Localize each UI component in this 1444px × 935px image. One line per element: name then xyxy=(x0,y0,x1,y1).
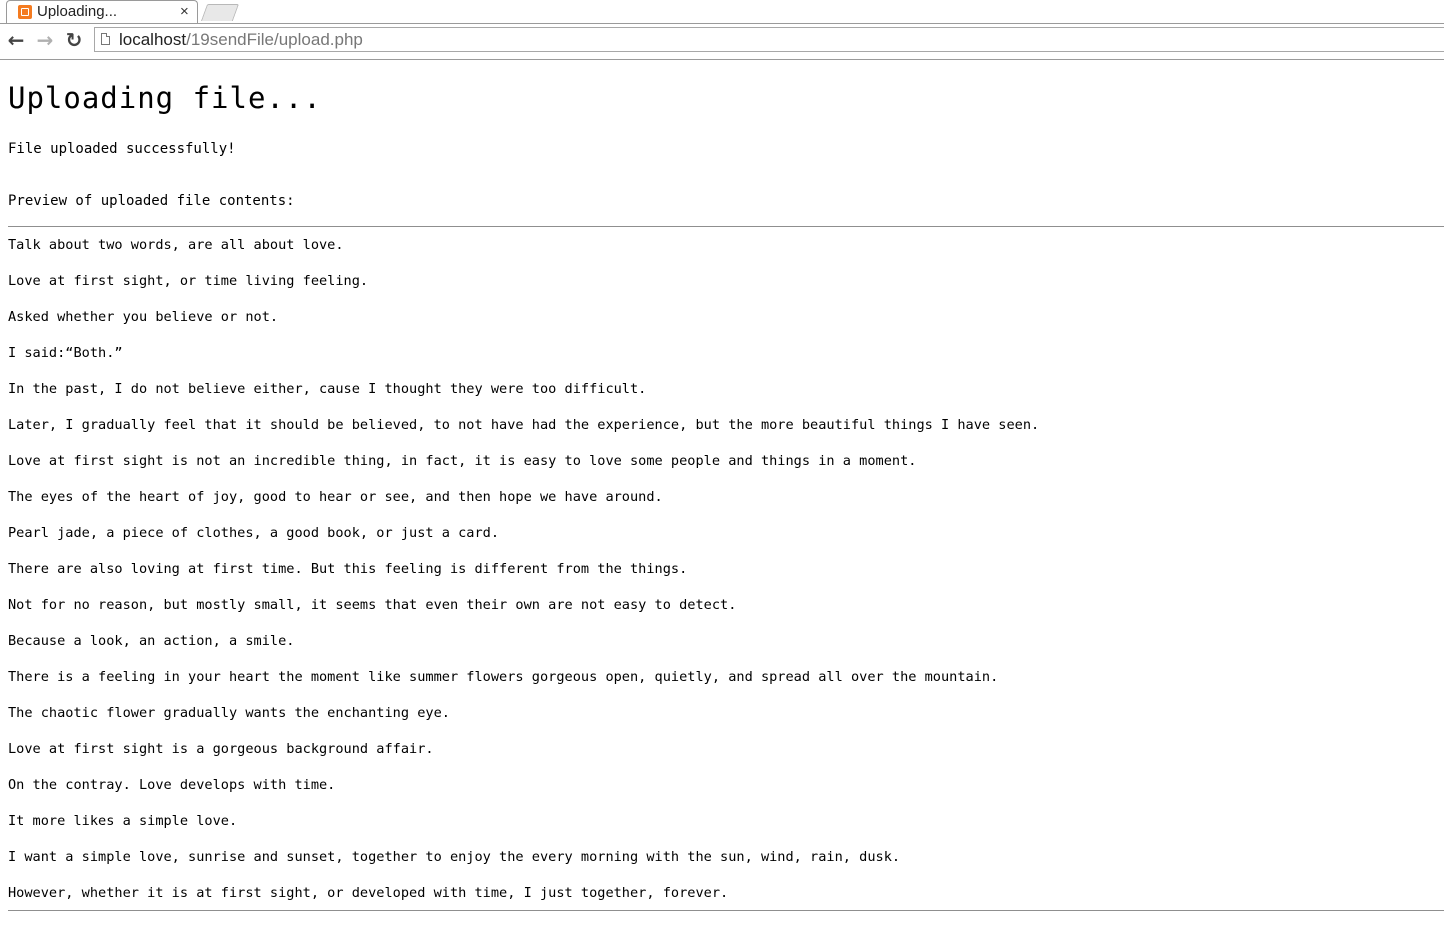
file-content-line: There are also loving at first time. But this feeling is different from the things. xyxy=(8,561,688,577)
file-content-line: However, whether it is at first sight, or developed with time, I just together, forever. xyxy=(8,885,729,901)
page-content xyxy=(0,59,1444,935)
file-content-line: The eyes of the heart of joy, good to hear or see, and then hope we have around. xyxy=(8,489,663,505)
address-bar[interactable] xyxy=(94,27,1444,52)
file-content-line: Love at first sight is not an incredible thing, in fact, it is easy to love some people and things in a moment. xyxy=(8,453,917,469)
top-divider xyxy=(8,226,1444,227)
bottom-divider xyxy=(8,910,1444,911)
file-content-line: Later, I gradually feel that it should be believed, to not have had the experience, but the more beautiful things I have seen. xyxy=(8,417,1040,433)
url-path: /19sendFile/upload.php xyxy=(186,30,363,49)
tab-strip xyxy=(0,0,1444,24)
file-content-line: Asked whether you believe or not. xyxy=(8,309,279,325)
file-content-line: On the contray. Love develops with time. xyxy=(8,777,336,793)
page-icon xyxy=(101,33,110,45)
file-content-line: The chaotic flower gradually wants the enchanting eye. xyxy=(8,705,450,721)
file-content-line: I want a simple love, sunrise and sunset, together to enjoy the every morning with the sun, wind, rain, dusk. xyxy=(8,849,901,865)
file-content-line: Talk about two words, are all about love. xyxy=(8,237,344,253)
file-content-line: It more likes a simple love. xyxy=(8,813,238,829)
file-content-line: Pearl jade, a piece of clothes, a good book, or just a card. xyxy=(8,525,500,541)
page-title: Uploading file... xyxy=(8,81,322,115)
back-arrow-icon[interactable]: ← xyxy=(7,28,25,52)
file-content-line: In the past, I do not believe either, cause I thought they were too difficult. xyxy=(8,381,647,397)
forward-arrow-icon[interactable]: → xyxy=(36,28,54,52)
url-text[interactable] xyxy=(119,30,363,50)
browser-toolbar xyxy=(0,23,1444,60)
file-contents-preview xyxy=(8,237,1039,921)
preview-label: Preview of uploaded file contents: xyxy=(8,193,295,209)
tab-uploading[interactable] xyxy=(6,0,198,24)
tab-close-icon[interactable]: × xyxy=(180,3,189,20)
upload-status-text: File uploaded successfully! xyxy=(8,141,236,157)
tab-title: Uploading... xyxy=(37,3,118,20)
file-content-line: Love at first sight, or time living feeling. xyxy=(8,273,369,289)
file-content-line: I said:“Both.” xyxy=(8,345,123,361)
file-content-line: There is a feeling in your heart the moment like summer flowers gorgeous open, quietly, and spread all over the mountain. xyxy=(8,669,999,685)
file-content-line: Because a look, an action, a smile. xyxy=(8,633,295,649)
reload-icon[interactable]: ↻ xyxy=(65,28,83,52)
new-tab-button[interactable] xyxy=(201,4,239,21)
url-host: localhost xyxy=(119,30,187,49)
xampp-favicon-icon xyxy=(18,5,32,19)
file-content-line: Not for no reason, but mostly small, it seems that even their own are not easy to detect. xyxy=(8,597,737,613)
file-content-line: Love at first sight is a gorgeous background affair. xyxy=(8,741,434,757)
